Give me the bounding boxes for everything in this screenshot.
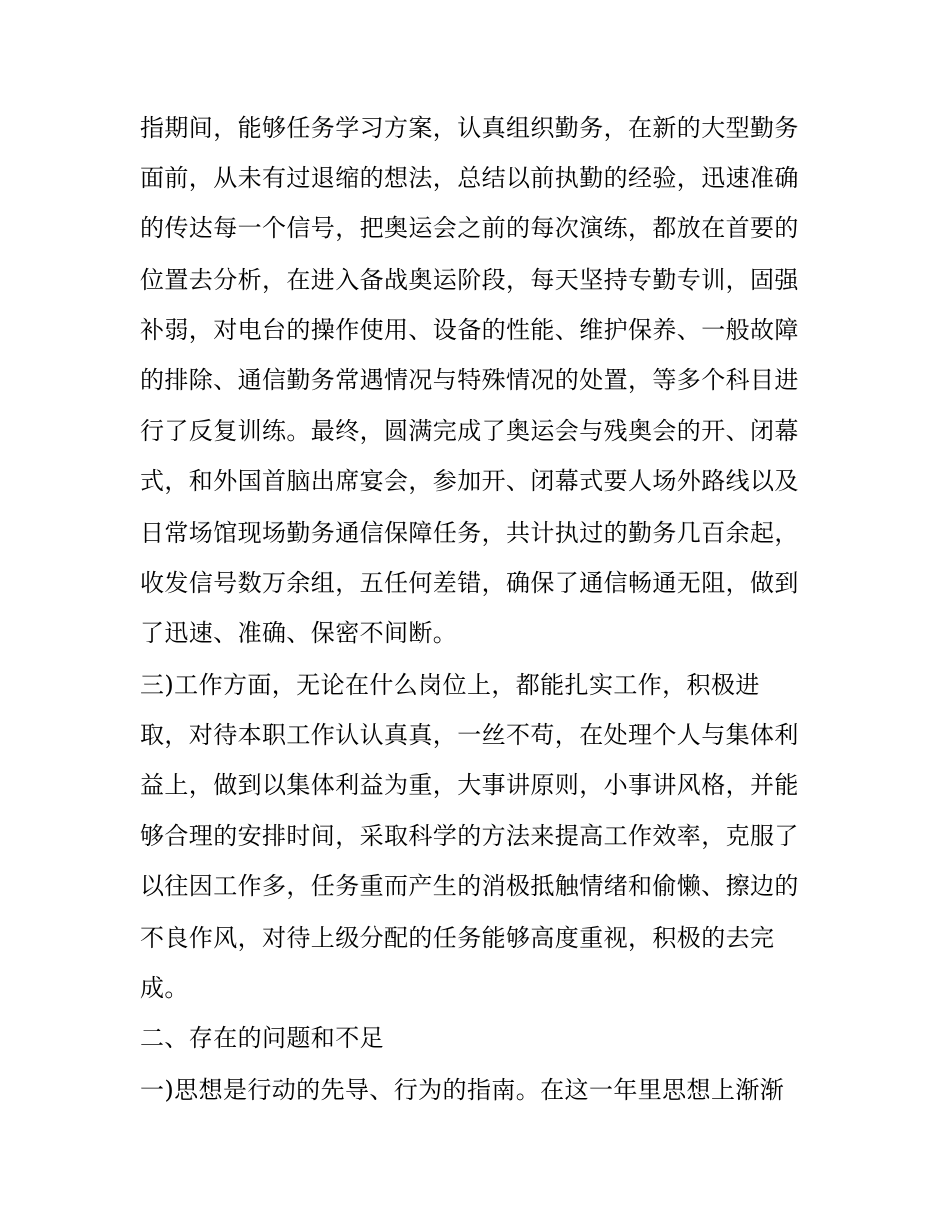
text-line: 行了反复训练。最终，圆满完成了奥运会与残奥会的开、闭幕 [140,417,799,445]
text-line: 以往因工作多，任务重而产生的消极抵触情绪和偷懒、擦边的 [140,872,799,900]
text-line: 不良作风，对待上级分配的任务能够高度重视，积极的去完 [140,924,775,952]
text-line: 式，和外国首脑出席宴会，参加开、闭幕式要人场外路线以及 [140,467,799,495]
text-line: 了迅速、准确、保密不间断。 [140,619,458,647]
text-line: 的排除、通信勤务常遇情况与特殊情况的处置，等多个科目进 [140,366,799,394]
text-line: 面前，从未有过退缩的想法，总结以前执勤的经验，迅速准确 [140,164,799,192]
section-heading: 二、存在的问题和不足 [140,1024,384,1052]
text-line: 成。 [140,974,189,1002]
text-line: 日常场馆现场勤务通信保障任务，共计执过的勤务几百余起， [140,519,799,547]
text-line: 补弱，对电台的操作使用、设备的性能、维护保养、一般故障 [140,316,799,344]
text-line: 益上，做到以集体利益为重，大事讲原则，小事讲风格，并能 [140,771,799,799]
text-line: 取，对待本职工作认认真真，一丝不苟，在处理个人与集体利 [140,721,799,749]
text-line: 的传达每一个信号，把奥运会之前的每次演练，都放在首要的 [140,214,799,242]
section-heading: 三)工作方面，无论在什么岗位上，都能扎实工作，积极进 [140,671,760,699]
text-line: 位置去分析，在进入备战奥运阶段，每天坚持专勤专训，固强 [140,266,799,294]
text-line: 收发信号数万余组，五任何差错，确保了通信畅通无阻，做到 [140,569,799,597]
text-line: 够合理的安排时间，采取科学的方法来提高工作效率，克服了 [140,822,799,850]
section-heading: 一)思想是行动的先导、行为的指南。在这一年里思想上渐渐 [140,1076,785,1104]
text-line: 指期间，能够任务学习方案，认真组织勤务，在新的大型勤务 [140,114,799,142]
